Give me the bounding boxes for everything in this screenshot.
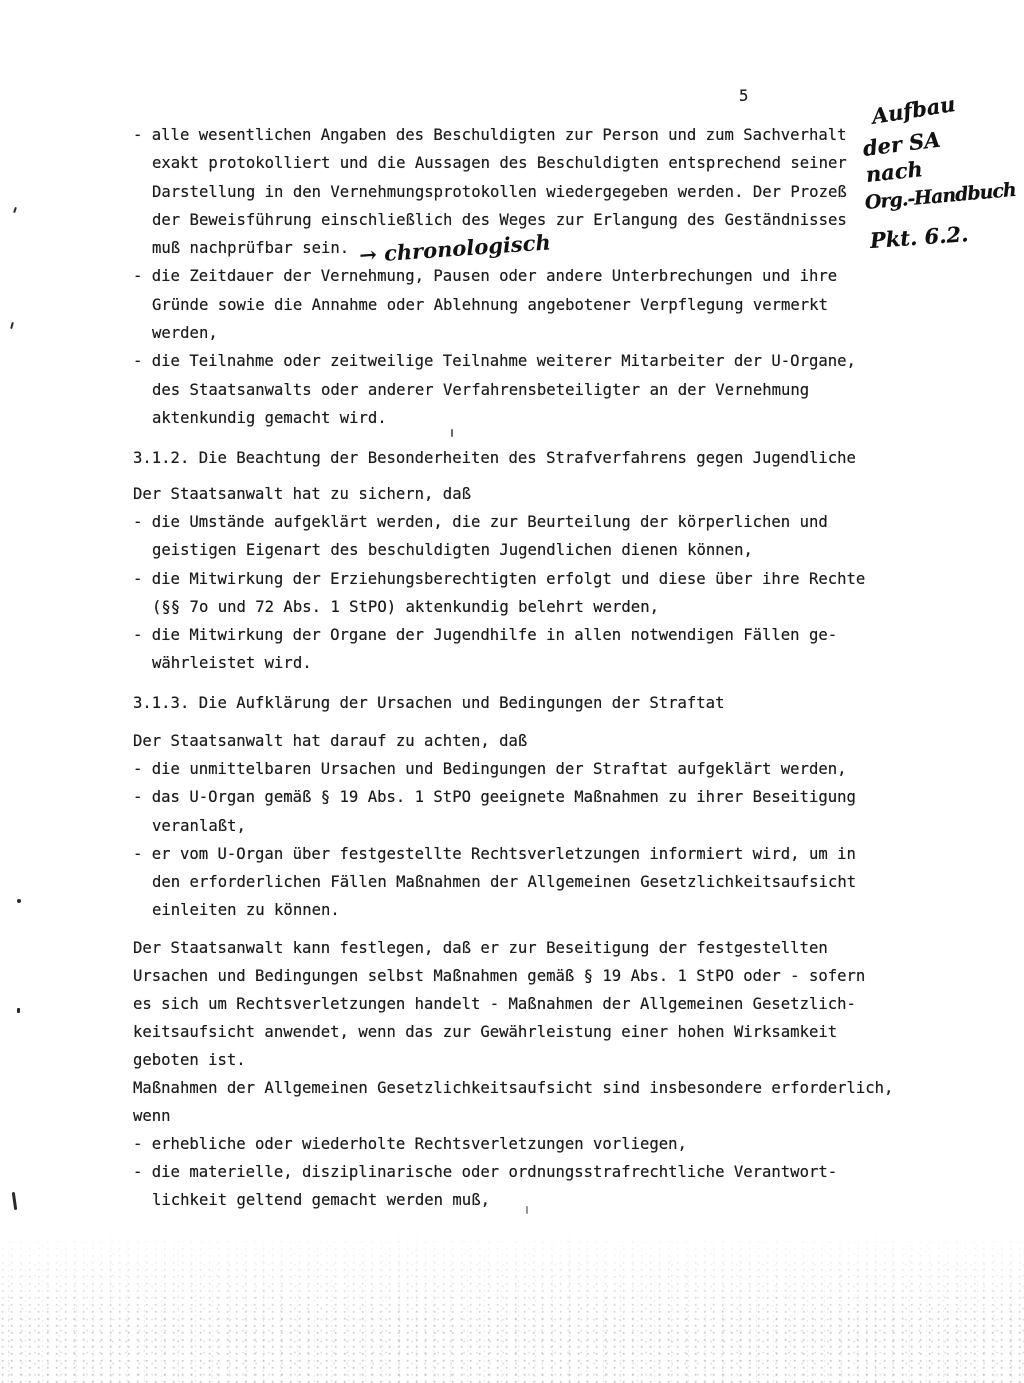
scan-mark xyxy=(526,1206,528,1214)
text-line: geistigen Eigenart des beschuldigten Jugendlichen dienen können, xyxy=(152,541,753,560)
paragraph xyxy=(133,934,893,1074)
list-item xyxy=(133,840,856,925)
text-line: - alle wesentlichen Angaben des Beschuldigten zur Person und zum Sachverhalt xyxy=(133,126,847,144)
scan-noise xyxy=(0,1225,1024,1383)
margin-note-line: nach xyxy=(864,156,924,187)
list-item xyxy=(133,755,856,783)
text-line: - erhebliche oder wiederholte Rechtsverletzungen vorliegen, xyxy=(133,1135,687,1153)
text-line-content: muß nachprüfbar sein. xyxy=(152,239,350,258)
list-item xyxy=(133,783,856,839)
scan-mark xyxy=(12,1192,17,1210)
section-body xyxy=(133,934,893,1214)
text-line: werden, xyxy=(152,324,218,343)
section-heading: 3.1.2. Die Beachtung der Besonderheiten des Strafverfahrens gegen Jugendliche xyxy=(133,449,856,467)
list-item xyxy=(133,565,865,621)
text-line: - die Umstände aufgeklärt werden, die zur Beurteilung der körperlichen und xyxy=(133,513,828,532)
list-item xyxy=(133,1130,893,1158)
requirements-list xyxy=(133,121,856,432)
section-heading: 3.1.3. Die Aufklärung der Ursachen und Bedingungen der Straftat xyxy=(133,694,725,712)
text-line: veranlaßt, xyxy=(152,816,246,835)
text-line: aktenkundig gemacht wird. xyxy=(152,408,387,427)
scan-mark xyxy=(17,1008,20,1013)
section-body xyxy=(133,727,856,924)
text-line: den erforderlichen Fällen Maßnahmen der Allgemeinen Gesetzlichkeitsaufsicht xyxy=(152,872,857,891)
scan-mark xyxy=(13,207,17,213)
text-line: - die Zeitdauer der Vernehmung, Pausen oder andere Unterbrechungen und ihre xyxy=(133,267,838,286)
scan-mark xyxy=(17,899,21,903)
text-line: es sich um Rechtsverletzungen handelt - Maßnahmen der Allgemeinen Gesetzlich- xyxy=(133,995,856,1013)
text-line: - die Mitwirkung der Erziehungsberechtigten erfolgt und diese über ihre Rechte xyxy=(133,569,866,588)
text-line: exakt protokolliert und die Aussagen des Beschuldigten entsprechend seiner xyxy=(152,154,847,173)
text-line: Gründe sowie die Annahme oder Ablehnung angebotener Verpflegung vermerkt xyxy=(152,295,828,314)
page-number: 5 xyxy=(739,87,749,105)
scan-mark xyxy=(451,429,453,437)
text-line: des Staatsanwalts oder anderer Verfahrensbeteiligter an der Vernehmung xyxy=(152,380,810,399)
list-item xyxy=(133,347,856,432)
text-line: - die unmittelbaren Ursachen und Bedingungen der Straftat aufgeklärt werden, xyxy=(133,760,847,779)
margin-note-line: Aufbau xyxy=(869,90,957,129)
text-line xyxy=(133,229,856,268)
list-item xyxy=(133,1158,893,1214)
text-line: - die Teilnahme oder zeitweilige Teilnahme weiterer Mitarbeiter der U-Organe, xyxy=(133,352,856,371)
intro-line: Der Staatsanwalt hat zu sichern, daß xyxy=(133,485,471,503)
text-line: der Beweisführung einschließlich des Weges zur Erlangung des Geständnisses xyxy=(152,210,847,229)
text-line: - das U-Organ gemäß § 19 Abs. 1 StPO geeignete Maßnahmen zu ihrer Beseitigung xyxy=(133,788,856,807)
text-line: - die materielle, disziplinarische oder ordnungsstrafrechtliche Verantwort- xyxy=(133,1163,838,1181)
text-line: lichkeit geltend gemacht werden muß, xyxy=(152,1191,490,1209)
text-line: geboten ist. xyxy=(133,1051,246,1069)
list-item xyxy=(133,621,865,677)
margin-note-line: Pkt. 6.2. xyxy=(869,221,970,253)
margin-note-line: Org.-Handbuch xyxy=(864,178,1017,214)
paragraph xyxy=(133,1074,893,1130)
text-line: - die Mitwirkung der Organe der Jugendhilfe in allen notwendigen Fällen ge- xyxy=(133,625,838,644)
text-line: keitsaufsicht anwendet, wenn das zur Gewährleistung einer hohen Wirksamkeit xyxy=(133,1023,838,1041)
text-line: Der Staatsanwalt kann festlegen, daß er zur Beseitigung der festgestellten xyxy=(133,939,828,957)
text-line: Maßnahmen der Allgemeinen Gesetzlichkeitsaufsicht sind insbesondere erforderlich, xyxy=(133,1079,894,1097)
scan-mark xyxy=(10,322,14,329)
margin-note-line: der SA xyxy=(861,126,942,161)
text-line: - er vom U-Organ über festgestellte Rechtsverletzungen informiert wird, um in xyxy=(133,844,856,863)
text-line: wenn xyxy=(133,1107,171,1125)
list-item xyxy=(133,508,865,564)
list-item xyxy=(133,262,856,347)
text-line: Ursachen und Bedingungen selbst Maßnahmen gemäß § 19 Abs. 1 StPO oder - sofern xyxy=(133,967,866,985)
section-body xyxy=(133,480,865,677)
text-line: (§§ 7o und 72 Abs. 1 StPO) aktenkundig belehrt werden, xyxy=(152,597,659,616)
handwritten-annotation: → chronologisch xyxy=(358,229,552,268)
list-item xyxy=(133,121,856,268)
intro-line: Der Staatsanwalt hat darauf zu achten, daß xyxy=(133,732,528,750)
text-line: währleistet wird. xyxy=(152,654,312,673)
text-line: Darstellung in den Vernehmungsprotokollen wiedergegeben werden. Der Prozeß xyxy=(152,182,847,201)
text-line: einleiten zu können. xyxy=(152,901,340,920)
